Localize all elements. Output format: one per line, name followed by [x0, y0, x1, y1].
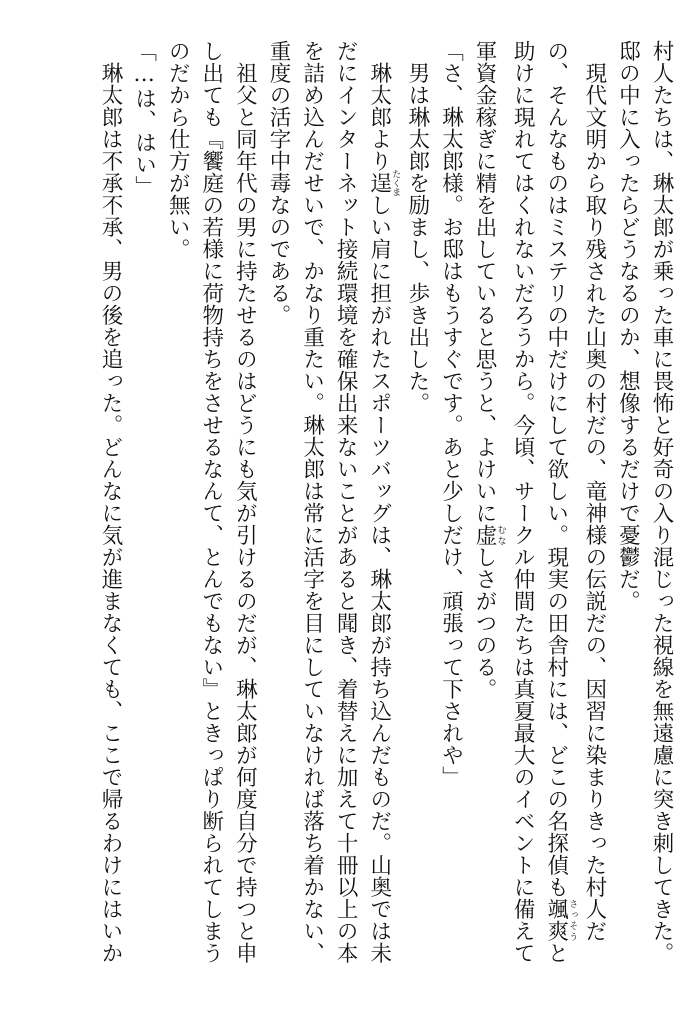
- ruby-base: 颯爽: [543, 898, 569, 942]
- ruby-reading: むな: [495, 524, 506, 546]
- ruby-annotation: [366, 169, 401, 196]
- text-segment: と: [543, 942, 569, 964]
- text-line: [577, 40, 611, 940]
- text-line: [161, 40, 195, 940]
- text-segment: 現代文明から取り残された山奥の村だの、竜神様の伝説だの、因習に染まりきった村人だ: [581, 61, 607, 942]
- text-line: [329, 40, 363, 964]
- text-segment: 琳太郎は不承不承、男の後を追った。どんなに気が進まなくても、ここで帰るわけにはいか: [98, 61, 123, 964]
- text-line: [127, 40, 161, 940]
- ruby-annotation: [472, 524, 506, 546]
- text-line: [261, 40, 295, 940]
- text-segment: 重度の活字中毒なのである。: [265, 40, 291, 326]
- text-segment: 軍資金稼ぎに精を出していると思うと、よけいに: [472, 40, 498, 524]
- text-line: [228, 40, 262, 964]
- text-line: [539, 40, 578, 964]
- ruby-base: 逞: [366, 169, 392, 196]
- text-line: [295, 40, 329, 964]
- text-segment: 邸の中に入ったらどうなるのか、想像するだけで憂鬱だ。: [615, 40, 641, 612]
- text-line: [400, 40, 434, 940]
- text-segment: 「…は、はい」: [131, 40, 157, 198]
- text-segment: 村人たちは、琳太郎が乗った車に畏怖と好奇の入り混じった視線を無遠慮に突き刺してきた。: [649, 40, 674, 964]
- text-segment: し出ても『饗庭の若様に荷物持ちをさせるなんて、とんでもない』ときっぱり断られてしまう: [198, 40, 224, 964]
- text-line: [362, 40, 401, 964]
- vertical-text-body: [93, 40, 678, 964]
- text-line: [194, 40, 228, 964]
- text-segment: 「さ、琳太郎様。お邸はもうすぐです。あと少しだけ、頑張って下されや」: [438, 40, 464, 788]
- text-segment: 男は琳太郎を励まし、歩き出した。: [404, 61, 430, 414]
- text-segment: 琳太郎より: [366, 61, 392, 172]
- ruby-base: 虚: [472, 524, 498, 546]
- text-line: [467, 40, 505, 940]
- text-segment: を詰め込んだせいで、かなり重たい。琳太郎は常に活字を目にしていなければ落ち着かない、: [299, 40, 325, 964]
- text-segment: しさがつのる。: [472, 546, 498, 700]
- text-segment: 祖父と同年代の男に持たせるのはどうにも気が引けるのだが、琳太郎が何度自分で持つと申: [232, 61, 258, 964]
- text-line: [644, 40, 678, 964]
- text-segment: のだから仕方が無い。: [165, 40, 191, 260]
- ruby-reading: たくま: [390, 169, 401, 196]
- text-line: [434, 40, 468, 940]
- text-line: [506, 40, 540, 964]
- text-segment: の、そんなものはミステリの中だけにして欲しい。現実の田舎村には、どこの名探偵も: [543, 40, 569, 898]
- text-line: [93, 40, 127, 964]
- ruby-annotation: [543, 898, 578, 942]
- text-segment: だにインターネット接続環境を確保出来ないことがあると聞き、着替えに加えて十冊以上の本: [333, 40, 359, 964]
- text-segment: 助けに現れてはくれないだろうから。今頃、サークル仲間たちは真夏最大のイベントに備えて: [510, 40, 536, 964]
- ruby-reading: さっそう: [567, 898, 578, 942]
- text-line: [611, 40, 645, 940]
- text-segment: しい肩に担がれたスポーツバッグは、琳太郎が持ち込んだものだ。山奥では未: [366, 193, 392, 964]
